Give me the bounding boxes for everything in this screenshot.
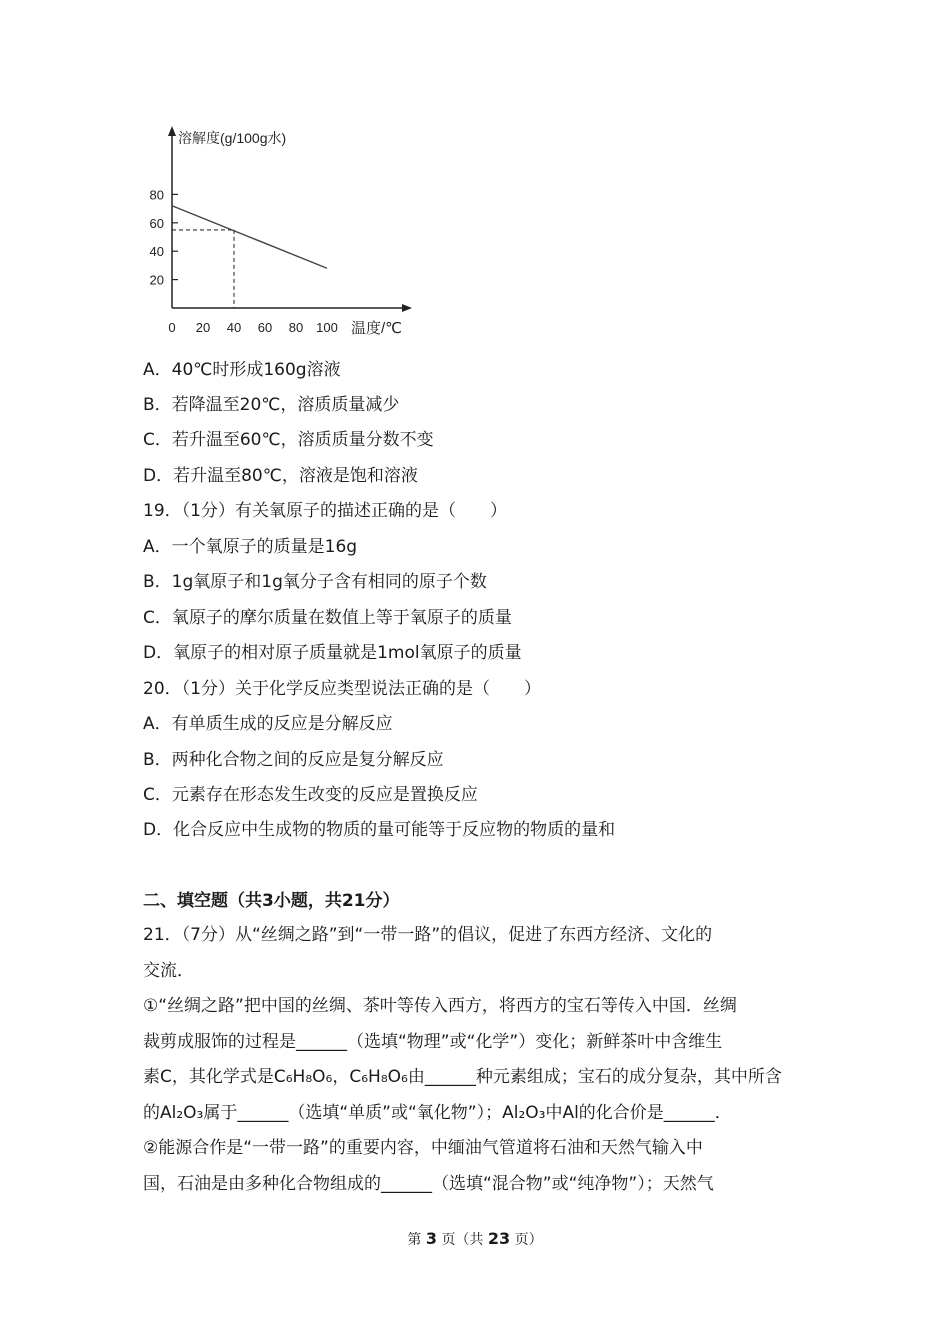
footer-prefix: 第	[407, 1232, 422, 1248]
q21-line: 素C，其化学式是C₆H₈O₆，C₆H₈O₆由______种元素组成；宝石的成分复杂，其中所含	[143, 1067, 782, 1087]
q21-paragraph	[143, 918, 808, 1202]
x-axis-label: 温度/℃	[351, 320, 403, 337]
y-tick-label: 80	[149, 187, 164, 203]
x-tick-label: 40	[226, 320, 242, 335]
solubility-line	[172, 206, 327, 268]
q21-line: ①“丝绸之路”把中国的丝绸、茶叶等传入西方，将西方的宝石等传入中国．丝绸	[143, 996, 737, 1016]
q19-stem: 19．（1分）有关氧原子的描述正确的是（ ）	[143, 501, 507, 521]
footer-total-pages: 23	[487, 1229, 511, 1248]
q20-stem: 20．（1分）关于化学反应类型说法正确的是（ ）	[143, 679, 541, 699]
q20-option-b: B．两种化合物之间的反应是复分解反应	[143, 750, 444, 770]
q19-option-a: A．一个氧原子的质量是16g	[143, 537, 358, 557]
q21-line: 的Al₂O₃属于______（选填“单质”或“氧化物”）；Al₂O₃中Al的化合价是______．	[143, 1102, 732, 1123]
q18-option-b: B．若降温至20℃，溶质质量减少	[143, 395, 400, 415]
q21-line: ②能源合作是“一带一路”的重要内容，中缅油气管道将石油和天然气输入中	[143, 1138, 703, 1158]
y-tick-label: 20	[149, 272, 164, 288]
x-tick-label: 60	[257, 320, 273, 335]
q21-line: 21．（7分）从“丝绸之路”到“一带一路”的倡议，促进了东西方经济、文化的	[143, 925, 713, 945]
y-axis-label: 溶解度(g/100g水)	[178, 130, 287, 146]
footer-mid: 页（共	[441, 1232, 484, 1248]
page-footer	[0, 1229, 950, 1249]
x-tick-label: 20	[195, 320, 211, 335]
q18-option-d: D．若升温至80℃，溶液是饱和溶液	[143, 466, 418, 486]
q21-line: 国，石油是由多种化合物组成的______（选填“混合物”或“纯净物”）；天然气	[143, 1173, 714, 1194]
x-tick-label: 100	[316, 320, 338, 335]
y-axis-arrow	[168, 126, 176, 136]
y-tick-label: 60	[149, 215, 164, 231]
q18-option-c: C．若升温至60℃，溶质质量分数不变	[143, 430, 434, 450]
q20-option-c: C．元素存在形态发生改变的反应是置换反应	[143, 785, 478, 805]
y-tick-label: 40	[149, 244, 164, 260]
q20-option-a: A．有单质生成的反应是分解反应	[143, 714, 393, 734]
footer-suffix: 页）	[514, 1232, 543, 1248]
x-axis-arrow	[402, 304, 412, 312]
q20-option-d: D．化合反应中生成物的物质的量可能等于反应物的物质的量和	[143, 820, 616, 840]
q19-option-b: B．1g氧原子和1g氧分子含有相同的原子个数	[143, 572, 487, 592]
section-heading: 二、填空题（共3小题，共21分）	[143, 891, 400, 911]
q19-option-d: D．氧原子的相对原子质量就是1mol氧原子的质量	[143, 643, 522, 663]
q18-option-a: A．40℃时形成160g溶液	[143, 360, 341, 380]
x-tick-label: 80	[288, 320, 304, 335]
x-tick-label: 0	[168, 320, 176, 335]
footer-page-number: 3	[425, 1229, 437, 1248]
solubility-chart	[135, 118, 435, 348]
q19-option-c: C．氧原子的摩尔质量在数值上等于氧原子的质量	[143, 608, 512, 628]
q21-line: 裁剪成服饰的过程是______（选填“物理”或“化学”）变化；新鲜茶叶中含维生	[143, 1031, 723, 1052]
q21-line: 交流．	[143, 960, 194, 981]
